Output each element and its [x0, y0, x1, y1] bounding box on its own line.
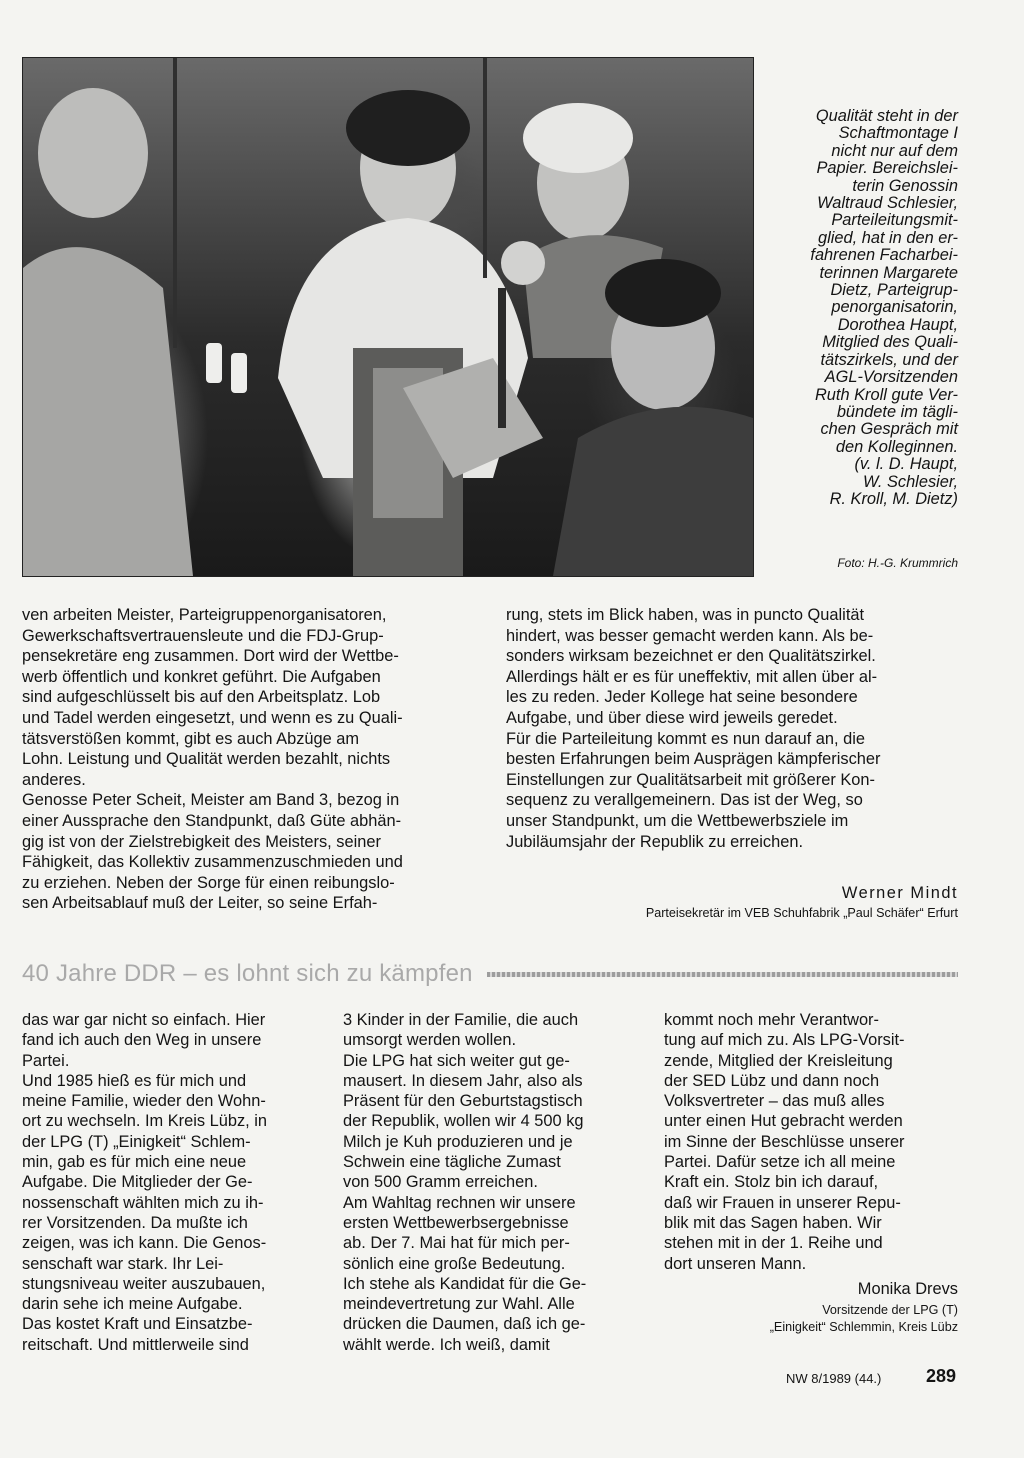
headline-dotted-rule — [487, 972, 958, 977]
section-headline — [22, 961, 958, 987]
article2-column-1: das war gar nicht so einfach. Hier fand ich auch den Weg in unsere Partei. Und 1985 hieß es für mich und meine Familie, wieder den Wohn- ort zu wechseln. Im Kreis Lübz, in der LPG (T) „Einigkeit“ Schlem- min, gab es für mich eine neue Aufgabe. Die Mitglieder der Ge- nossenschaft wählten mich zu ih- rer Vorsitzenden. Da mußte ich zeigen, was ich kann. Die Genos- senschaft war stark. Ihr Lei- stungsniveau weiter auszubauen, darin sehe ich meine Aufgabe. Das kostet Kraft und Einsatzbe- reitschaft. Und mittlerweile sind — [22, 1011, 268, 1354]
article2-author: Monika Drevs — [857, 1280, 958, 1298]
issue-reference: NW 8/1989 (44.) — [786, 1371, 882, 1386]
photo-women-at-machine — [22, 57, 754, 577]
article1-author-role: Parteisekretär im VEB Schuhfabrik „Paul Schäfer“ Erfurt — [645, 906, 958, 920]
article2-author-role: Vorsitzende der LPG (T) „Einigkeit“ Schlemmin, Kreis Lübz — [769, 1303, 958, 1334]
article1-column-1: ven arbeiten Meister, Parteigruppenorganisatoren, Gewerkschaftsvertrauensleute und die FDJ-Grup- pensekretäre eng zusammen. Dort wird der Wettbe- werb öffentlich und konkret geführt. Die Aufgaben sind aufgeschlüsselt bis auf den Arbeitsplatz. Lob und Tadel werden eingesetzt, und wenn es zu Quali- tätsverstößen kommt, gibt es auch Abzüge am Lohn. Leistung und Qualität werden bezahlt, nichts anderes. Genosse Peter Scheit, Meister am Band 3, bezog in einer Aussprache den Standpunkt, daß Güte abhän- gig ist von der Zielstrebigkeit des Meisters, seiner Fähigkeit, das Kollektiv zusammenzuschmieden und zu erziehen. Neben der Sorge für einen reibungslo- sen Arbeitsablauf muß der Leiter, so seine Erfah- — [22, 606, 403, 913]
article2-column-3: kommt noch mehr Verantwor- tung auf mich zu. Als LPG-Vorsit- zende, Mitglied der Kreisleitung der SED Lübz und dann noch Volksvertreter – das muß alles unter einen Hut gebracht werden im Sinne der Beschlüsse unserer Partei. Dafür setze ich all meine Kraft ein. Stolz bin ich darauf, daß wir Frauen in unserer Repu- blik mit das Sagen haben. Wir stehen mit in der 1. Reihe und dort unseren Mann. — [664, 1011, 905, 1273]
page-number: 289 — [926, 1366, 957, 1386]
article1-column-2: rung, stets im Blick haben, was in puncto Qualität hindert, was besser gemacht werden kann. Als be- sonders wirksam bezeichnet er den Qualitätszirkel. Allerdings hält er es für uneffektiv, mit allen über al- les zu reden. Jeder Kollege hat seine besondere Aufgabe, und über diese wird jeweils geredet. Für die Parteileitung kommt es nun darauf an, die besten Erfahrungen beim Ausprägen kämpferischer Einstellungen zur Qualitätsarbeit mit größerer Kon- sequenz zu verallgemeinern. Das ist der Weg, so unser Standpunkt, um die Wettbewerbsziele im Jubiläumsjahr der Republik zu erreichen. — [506, 606, 881, 851]
photo-caption: Qualität steht in der Schaftmontage I nicht nur auf dem Papier. Bereichslei- terin Genossin Waltraud Schlesier, Parteileitungsmit- glied, hat in den er- fahrenen Facharbei- terinnen Margarete Dietz, Parteigrup- penorganisatorin, Dorothea Haupt, Mitglied des Quali- tätszirkels, und der AGL-Vorsitzenden Ruth Kroll gute Ver- bündete im tägli- chen Gespräch mit den Kolleginnen. (v. l. D. Haupt, W. Schlesier, R. Kroll, M. Dietz) — [810, 107, 958, 508]
photo-figures-illustration — [23, 58, 753, 576]
article1-author: Werner Mindt — [841, 884, 958, 902]
section-headline-text: 40 Jahre DDR – es lohnt sich zu kämpfen — [22, 960, 473, 987]
article2-column-2: 3 Kinder in der Familie, die auch umsorgt werden wollen. Die LPG hat sich weiter gut ge- mausert. In diesem Jahr, also als Präsent für den Geburtstagstisch der Republik, wollen wir 4 500 kg Milch je Kuh produzieren und je Schwein eine tägliche Zumast von 500 Gramm erreichen. Am Wahltag rechnen wir unsere ersten Wettbewerbsergebnisse ab. Der 7. Mai hat für mich per- sönlich eine große Bedeutung. Ich stehe als Kandidat für die Ge- meindevertretung zur Wahl. Alle drücken die Daumen, daß ich ge- wählt werde. Ich weiß, damit — [343, 1011, 587, 1354]
photo-credit: Foto: H.-G. Krummrich — [837, 556, 958, 570]
